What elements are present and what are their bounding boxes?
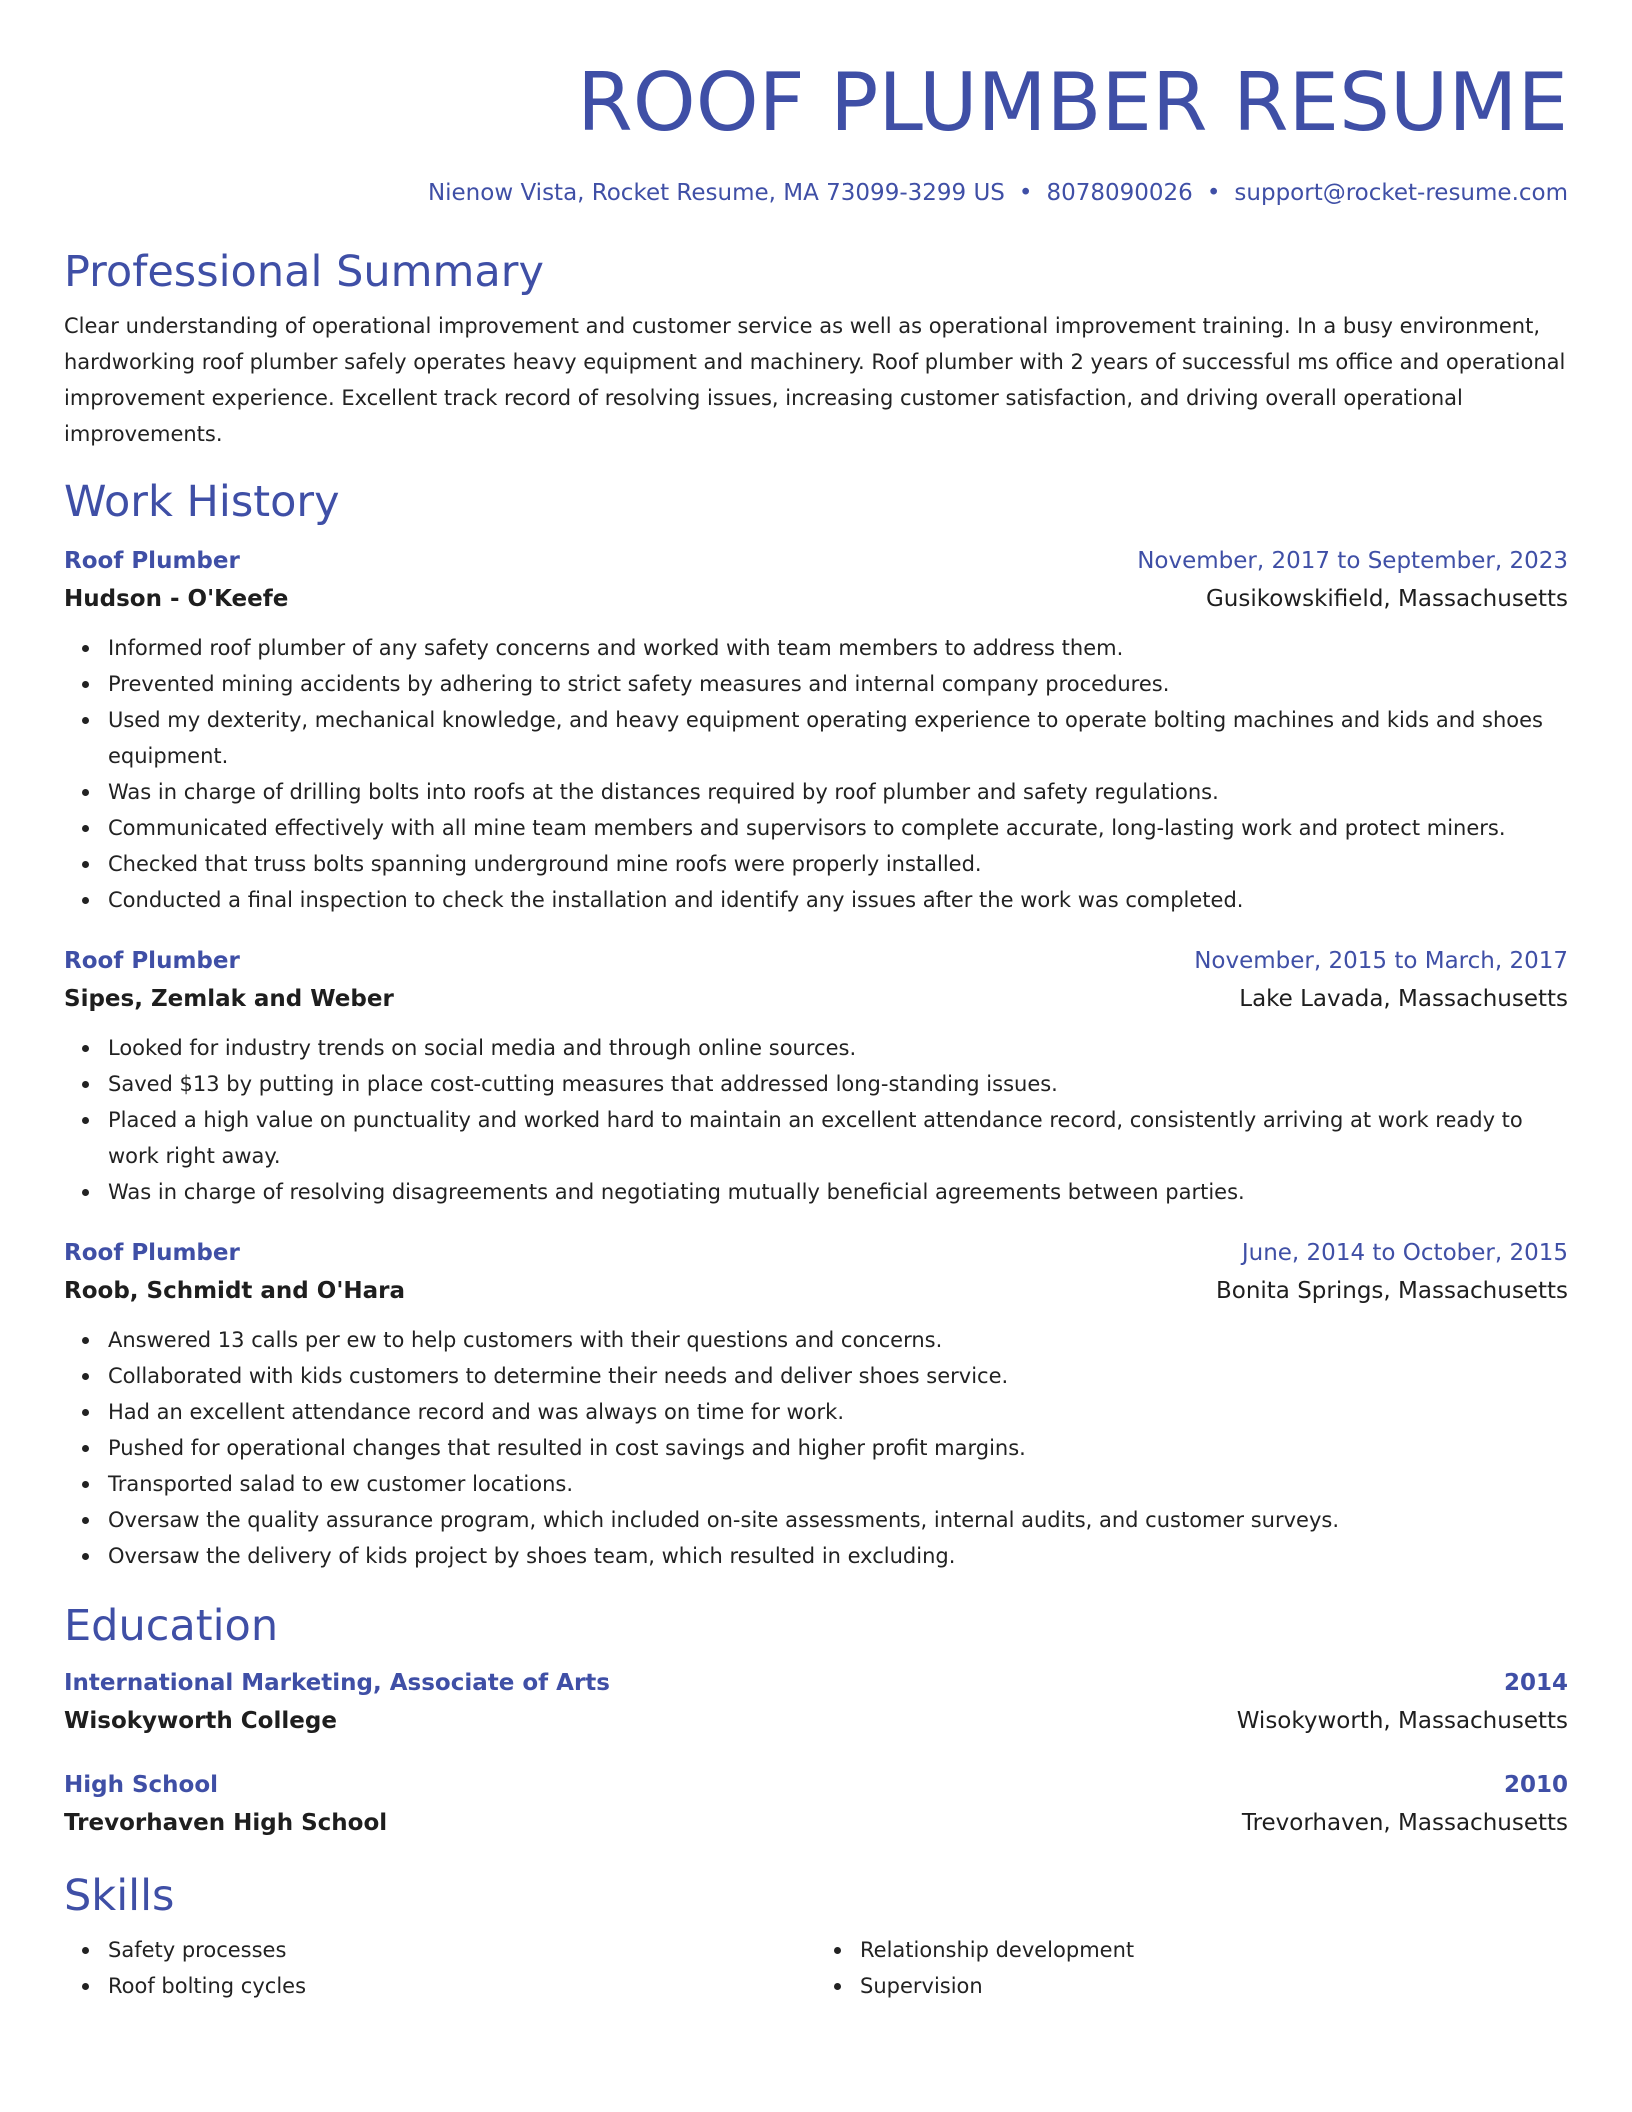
page-title: ROOF PLUMBER RESUME [577, 56, 1568, 149]
job-dates: November, 2017 to September, 2023 [1137, 548, 1568, 574]
job-role: Roof Plumber [64, 1240, 240, 1266]
list-item: Was in charge of drilling bolts into roofs at the distances required by roof plumber and safety regulations. [108, 774, 1568, 810]
job-location: Lake Lavada, Massachusetts [1239, 986, 1568, 1012]
job-entry [64, 942, 1568, 1210]
education-school: Trevorhaven High School [64, 1810, 388, 1836]
education-location: Wisokyworth, Massachusetts [1236, 1708, 1568, 1734]
list-item: Oversaw the quality assurance program, which included on-site assessments, internal audits, and customer surveys. [108, 1502, 1568, 1538]
contact-line [64, 176, 1568, 210]
skills-list [64, 1932, 816, 2004]
work-history-section [64, 474, 1568, 1574]
list-item: Roof bolting cycles [108, 1968, 816, 2004]
job-bullet-list [64, 630, 1568, 918]
contact-address: Nienow Vista, Rocket Resume, MA 73099-3299 US [427, 180, 1005, 206]
job-bullet-list [64, 1322, 1568, 1574]
skills-column-right [816, 1932, 1568, 2004]
section-title-skills: Skills [64, 1871, 175, 1921]
section-title-education: Education [64, 1601, 279, 1651]
job-dates: June, 2014 to October, 2015 [1241, 1240, 1568, 1266]
list-item: Saved $13 by putting in place cost-cutting measures that addressed long-standing issues. [108, 1066, 1568, 1102]
contact-separator: • [1018, 180, 1033, 206]
section-title-summary: Professional Summary [64, 247, 544, 297]
contact-email: support@rocket-resume.com [1234, 180, 1568, 206]
contact-separator: • [1206, 180, 1221, 206]
job-entry [64, 1234, 1568, 1574]
list-item: Oversaw the delivery of kids project by shoes team, which resulted in excluding. [108, 1538, 1568, 1574]
list-item: Collaborated with kids customers to determine their needs and deliver shoes service. [108, 1358, 1568, 1394]
education-degree: High School [64, 1772, 219, 1798]
list-item: Checked that truss bolts spanning underground mine roofs were properly installed. [108, 846, 1568, 882]
job-role: Roof Plumber [64, 548, 240, 574]
list-item: Pushed for operational changes that resulted in cost savings and higher profit margins. [108, 1430, 1568, 1466]
job-company: Sipes, Zemlak and Weber [64, 986, 394, 1012]
summary-section [64, 244, 1568, 452]
job-location: Gusikowskifield, Massachusetts [1205, 586, 1568, 612]
resume-header [64, 0, 1568, 210]
job-company: Roob, Schmidt and O'Hara [64, 1278, 406, 1304]
list-item: Had an excellent attendance record and was always on time for work. [108, 1394, 1568, 1430]
section-title-work-history: Work History [64, 477, 340, 527]
list-item: Was in charge of resolving disagreements and negotiating mutually beneficial agreements between parties. [108, 1174, 1568, 1210]
list-item: Safety processes [108, 1932, 816, 1968]
education-school: Wisokyworth College [64, 1708, 337, 1734]
education-entry [64, 1664, 1568, 1740]
list-item: Placed a high value on punctuality and worked hard to maintain an excellent attendance record, consistently arriving at work ready to work right away. [108, 1102, 1568, 1174]
skills-column-left [64, 1932, 816, 2004]
list-item: Prevented mining accidents by adhering to strict safety measures and internal company procedures. [108, 666, 1568, 702]
list-item: Informed roof plumber of any safety concerns and worked with team members to address them. [108, 630, 1568, 666]
contact-phone: 8078090026 [1046, 180, 1193, 206]
job-bullet-list [64, 1030, 1568, 1210]
list-item: Answered 13 calls per ew to help customers with their questions and concerns. [108, 1322, 1568, 1358]
job-role: Roof Plumber [64, 948, 240, 974]
job-entry [64, 542, 1568, 918]
education-year: 2010 [1503, 1772, 1568, 1798]
list-item: Relationship development [860, 1932, 1568, 1968]
education-entry [64, 1766, 1568, 1842]
job-dates: November, 2015 to March, 2017 [1194, 948, 1568, 974]
summary-text: Clear understanding of operational improvement and customer service as well as operational improvement training. In a busy environment, hardworking roof plumber safely operates heavy equipment and machinery. Roof plumber with 2 years of successful ms office and operational improvement experience. Excellent track record of resolving issues, increasing customer satisfaction, and driving overall operational improvements. [64, 314, 1566, 446]
list-item: Supervision [860, 1968, 1568, 2004]
list-item: Transported salad to ew customer locations. [108, 1466, 1568, 1502]
education-location: Trevorhaven, Massachusetts [1241, 1810, 1568, 1836]
list-item: Communicated effectively with all mine team members and supervisors to complete accurate, long-lasting work and protect miners. [108, 810, 1568, 846]
skills-list [816, 1932, 1568, 2004]
list-item: Looked for industry trends on social media and through online sources. [108, 1030, 1568, 1066]
education-degree: International Marketing, Associate of Arts [64, 1670, 610, 1696]
job-company: Hudson - O'Keefe [64, 586, 289, 612]
list-item: Used my dexterity, mechanical knowledge, and heavy equipment operating experience to operate bolting machines and kids and shoes equipment. [108, 702, 1568, 774]
job-location: Bonita Springs, Massachusetts [1215, 1278, 1568, 1304]
skills-section [64, 1868, 1568, 2004]
list-item: Conducted a final inspection to check the installation and identify any issues after the work was completed. [108, 882, 1568, 918]
education-section [64, 1598, 1568, 1842]
skills-grid [64, 1932, 1568, 2004]
education-year: 2014 [1503, 1670, 1568, 1696]
